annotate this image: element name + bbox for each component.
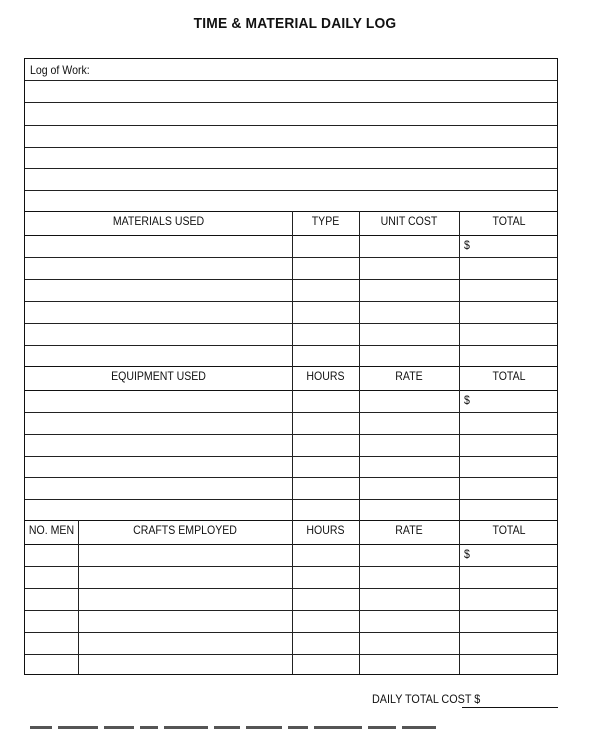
daily-log-form bbox=[24, 58, 558, 675]
equipment-hours-header: HOURS bbox=[306, 369, 345, 383]
table-row-line bbox=[25, 588, 557, 589]
section-divider bbox=[25, 520, 557, 521]
table-row-line bbox=[25, 499, 557, 500]
table-row-line bbox=[25, 412, 557, 413]
section-divider bbox=[25, 366, 557, 367]
table-row-line bbox=[25, 323, 557, 324]
table-row-line bbox=[25, 456, 557, 457]
daily-total-field[interactable] bbox=[462, 707, 558, 708]
table-row-line bbox=[25, 654, 557, 655]
header-underline bbox=[25, 390, 557, 391]
log-line bbox=[25, 125, 557, 126]
log-line bbox=[25, 147, 557, 148]
table-row-line bbox=[25, 477, 557, 478]
column-divider bbox=[459, 211, 460, 366]
crafts-currency-symbol: $ bbox=[464, 547, 470, 561]
section-divider bbox=[25, 211, 557, 212]
crafts-rate-header: RATE bbox=[395, 523, 423, 537]
column-divider bbox=[292, 520, 293, 674]
column-divider bbox=[292, 211, 293, 366]
table-row-line bbox=[25, 301, 557, 302]
crafts-hours-header: HOURS bbox=[306, 523, 345, 537]
materials-total-header: TOTAL bbox=[492, 214, 526, 228]
log-line bbox=[25, 168, 557, 169]
table-row-line bbox=[25, 345, 557, 346]
equipment-total-header: TOTAL bbox=[492, 369, 526, 383]
crafts-no-men-header: NO. MEN bbox=[28, 523, 75, 537]
log-line bbox=[25, 102, 557, 103]
header-underline bbox=[25, 235, 557, 236]
column-divider bbox=[78, 520, 79, 674]
footnote-text-smudge bbox=[30, 722, 550, 730]
table-row-line bbox=[25, 279, 557, 280]
column-divider bbox=[459, 520, 460, 674]
equipment-used-header: EQUIPMENT USED bbox=[111, 369, 206, 383]
materials-used-header: MATERIALS USED bbox=[112, 214, 205, 228]
table-row-line bbox=[25, 632, 557, 633]
table-row-line bbox=[25, 566, 557, 567]
log-line bbox=[25, 190, 557, 191]
table-row-line bbox=[25, 610, 557, 611]
column-divider bbox=[359, 366, 360, 520]
column-divider bbox=[359, 211, 360, 366]
log-of-work-label: Log of Work: bbox=[30, 63, 90, 77]
table-row-line bbox=[25, 434, 557, 435]
log-line bbox=[25, 80, 557, 81]
materials-currency-symbol: $ bbox=[464, 238, 470, 252]
header-underline bbox=[25, 544, 557, 545]
page-title: TIME & MATERIAL DAILY LOG bbox=[193, 15, 397, 32]
equipment-rate-header: RATE bbox=[395, 369, 423, 383]
equipment-currency-symbol: $ bbox=[464, 393, 470, 407]
materials-unit-cost-header: UNIT COST bbox=[380, 214, 438, 228]
daily-total-label: DAILY TOTAL COST $ bbox=[372, 692, 481, 706]
column-divider bbox=[359, 520, 360, 674]
materials-type-header: TYPE bbox=[311, 214, 340, 228]
column-divider bbox=[292, 366, 293, 520]
crafts-employed-header: CRAFTS EMPLOYED bbox=[133, 523, 237, 537]
crafts-total-header: TOTAL bbox=[492, 523, 526, 537]
table-row-line bbox=[25, 257, 557, 258]
column-divider bbox=[459, 366, 460, 520]
